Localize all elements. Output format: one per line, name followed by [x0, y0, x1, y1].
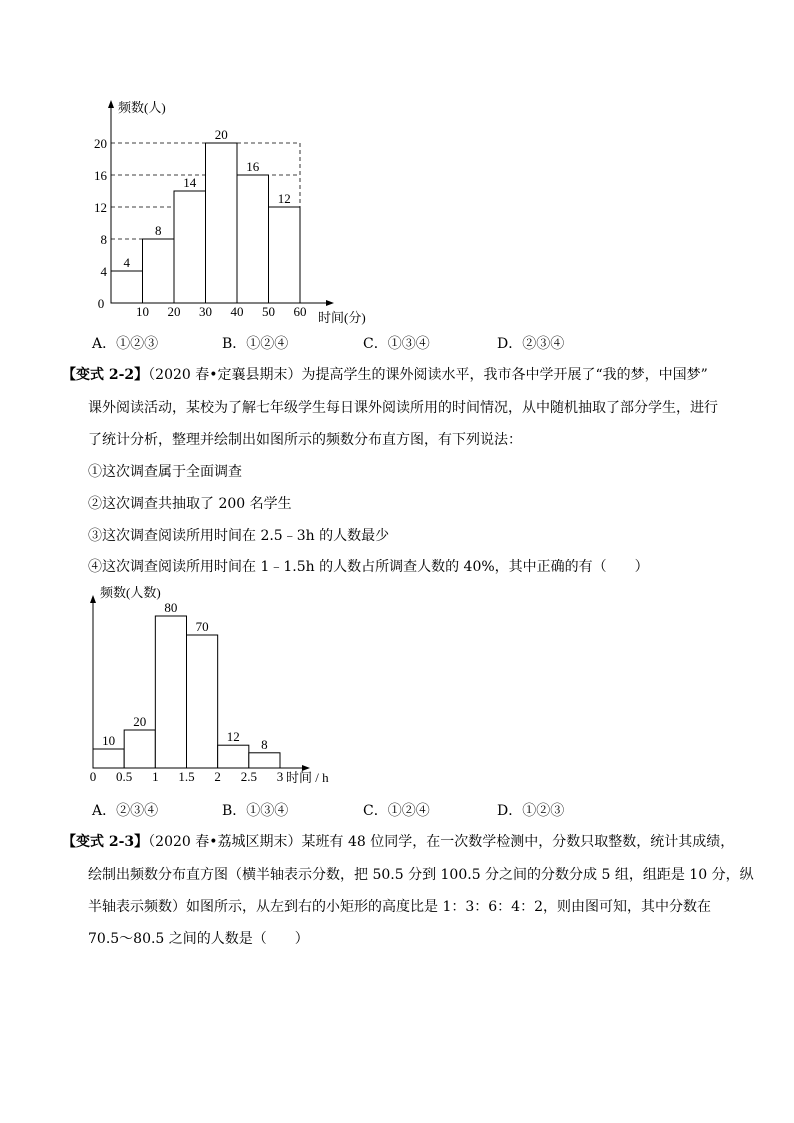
chart1-bar-5: [237, 175, 269, 303]
q3-line1-text: （2020 春•荔城区期末）某班有 48 位同学，在一次数学检测中，分数只取整数，统计其成绩，: [148, 834, 735, 850]
q1-option-d[interactable]: D．②③④: [497, 336, 565, 352]
chart1-bar-1: [111, 271, 143, 303]
chart1-y-tick-4: 4: [100, 264, 107, 279]
q2-option-b[interactable]: B．①③④: [222, 803, 289, 819]
chart1-bar-4: [206, 143, 238, 303]
chart2-bar-3: [155, 616, 186, 768]
chart2-bar-label-6: 8: [261, 736, 268, 752]
chart2-bar-4: [187, 635, 218, 768]
q3-line2: 绘制出频数分布直方图（横半轴表示分数，把 50.5 分到 100.5 分之间的分数分成 5 组，组距是 10 分，纵: [88, 867, 754, 883]
chart2-bar-label-3: 80: [164, 600, 178, 615]
chart1-bar-3: [174, 191, 206, 303]
q2-tag: 【变式 2-2】: [62, 367, 149, 383]
chart2-bar-5: [218, 745, 249, 768]
q2-statement-3: ③这次调查阅读所用时间在 2.5﹣3h 的人数最少: [88, 528, 390, 544]
chart2-bar-label-4: 70: [195, 619, 209, 634]
chart2-bar-label-2: 20: [133, 714, 147, 729]
chart2-x-axis-title: 时间 / h: [286, 770, 329, 785]
chart2-bar-label-5: 12: [226, 729, 240, 745]
chart1-bar-label-1: 4: [123, 255, 130, 270]
q3-line3: 半轴表示频数）如图所示，从左到右的小矩形的高度比是 1：3：6：4：2，则由图可知，其中分数在: [88, 899, 711, 915]
q2-statement-2: ②这次调查共抽取了 200 名学生: [88, 496, 292, 512]
q2-option-d[interactable]: D．①②③: [497, 803, 565, 819]
chart1-x-tick-10: 10: [136, 304, 149, 319]
q2-line1-text: （2020 春•定襄县期末）为提高学生的课外阅读水平，我市各中学开展了“我的梦，中国梦”: [148, 367, 708, 383]
q3-line4: 70.5～80.5 之间的人数是（ ）: [88, 931, 309, 947]
q2-option-a[interactable]: A．②③④: [92, 803, 159, 819]
chart1-y-tick-12: 12: [94, 200, 107, 215]
chart1-bar-label-4: 20: [214, 127, 228, 142]
chart1-bar-label-6: 12: [277, 191, 291, 206]
histogram-chart-1: [0, 0, 794, 340]
chart1-bar-label-5: 16: [246, 159, 260, 174]
q1-option-a[interactable]: A．①②③: [92, 336, 159, 352]
chart1-x-tick-20: 20: [167, 304, 181, 319]
chart1-bar-6: [269, 207, 301, 303]
q1-option-c[interactable]: C．①③④: [363, 336, 430, 352]
chart2-x-tick-0.5: 0.5: [116, 769, 133, 784]
q2-line1: [62, 365, 708, 385]
chart2-bars: [93, 616, 280, 768]
chart2-y-axis-title: 频数(人数): [100, 585, 161, 600]
q2-line3: 了统计分析，整理并绘制出如图所示的频数分布直方图，有下列说法：: [88, 432, 522, 448]
chart1-x-tick-50: 50: [262, 304, 275, 319]
chart1-x-arrow: [326, 300, 334, 306]
chart1-y-tick-20: 20: [94, 136, 107, 151]
chart1-y-axis-title: 频数(人): [118, 100, 166, 115]
chart1-x-tick-60: 60: [293, 304, 307, 319]
q2-statement-4: ④这次调查阅读所用时间在 1﹣1.5h 的人数占所调查人数的 40%，其中正确的有（ ）: [88, 559, 649, 575]
chart2-x-tick-3: 3: [276, 769, 284, 784]
q2-statement-1: ①这次调查属于全面调查: [88, 464, 242, 480]
chart1-origin-label: 0: [97, 296, 105, 311]
chart2-bar-1: [93, 749, 124, 768]
chart1-y-arrow: [108, 100, 114, 108]
chart2-bar-6: [249, 753, 280, 768]
chart1-bar-label-3: 14: [183, 175, 197, 190]
q3-tag: 【变式 2-3】: [62, 834, 149, 850]
chart1-y-tick-8: 8: [100, 232, 107, 247]
chart1-bars: [111, 143, 300, 303]
chart1-x-tick-40: 40: [230, 304, 244, 319]
chart2-x-tick-2: 2: [214, 769, 221, 784]
chart2-x-tick-1.5: 1.5: [178, 769, 195, 784]
chart2-x-tick-1: 1: [152, 769, 159, 784]
chart2-y-arrow: [90, 595, 96, 603]
histogram-chart-2: [0, 580, 794, 790]
chart1-bar-2: [143, 239, 175, 303]
q3-line1: [62, 832, 734, 852]
chart1-y-tick-16: 16: [94, 168, 107, 183]
q2-option-c[interactable]: C．①②④: [363, 803, 430, 819]
chart1-bar-label-2: 8: [155, 223, 162, 238]
chart2-bar-2: [124, 730, 155, 768]
chart2-x-tick-2.5: 2.5: [240, 769, 257, 784]
chart1-x-axis-title: 时间(分): [318, 310, 366, 325]
chart2-bar-label-1: 10: [102, 733, 116, 748]
q1-option-b[interactable]: B．①②④: [222, 336, 289, 352]
chart1-x-tick-30: 30: [199, 304, 212, 319]
chart2-x-tick-0: 0: [89, 769, 97, 784]
q2-line2: 课外阅读活动，某校为了解七年级学生每日课外阅读所用的时间情况，从中随机抽取了部分学生，进行: [88, 400, 718, 416]
